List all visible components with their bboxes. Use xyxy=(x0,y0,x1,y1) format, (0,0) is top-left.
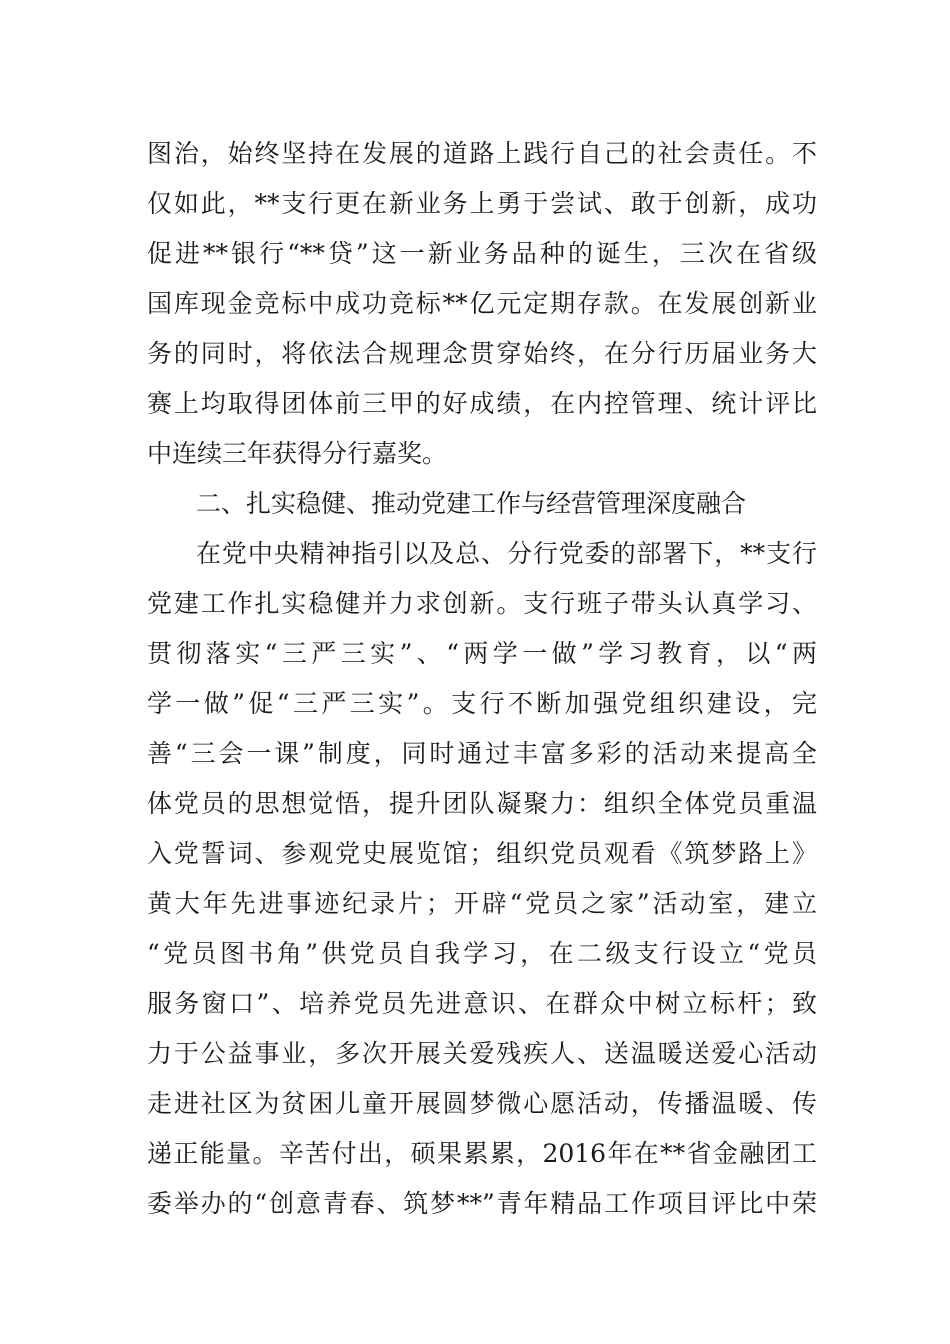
paragraph-line: 入党誓词、参观党史展览馆；组织党员观看《筑梦路上》 xyxy=(147,839,817,868)
paragraph-line: 委举办的“创意青春、筑梦**”青年精品工作项目评比中荣 xyxy=(147,1189,817,1218)
paragraph-line: 力于公益事业，多次开展关爱残疾人、送温暖送爱心活动 xyxy=(147,1039,817,1068)
paragraph-line: 服务窗口”、培养党员先进意识、在群众中树立标杆；致 xyxy=(147,989,817,1018)
paragraph-line: 图治，始终坚持在发展的道路上践行自己的社会责任。不 xyxy=(147,139,817,168)
paragraph-line: 中连续三年获得分行嘉奖。 xyxy=(147,439,448,468)
paragraph-line: 黄大年先进事迹纪录片；开辟“党员之家”活动室，建立 xyxy=(147,889,817,918)
paragraph-line: 赛上均取得团体前三甲的好成绩，在内控管理、统计评比 xyxy=(147,389,817,418)
paragraph-line: 务的同时，将依法合规理念贯穿始终，在分行历届业务大 xyxy=(147,339,817,368)
paragraph-line: 党建工作扎实稳健并力求创新。支行班子带头认真学习、 xyxy=(147,589,817,618)
paragraph-line: 体党员的思想觉悟，提升团队凝聚力：组织全体党员重温 xyxy=(147,789,817,818)
paragraph-line: 贯彻落实“三严三实”、“两学一做”学习教育，以“两 xyxy=(147,639,817,668)
paragraph-line: 仅如此，**支行更在新业务上勇于尝试、敢于创新，成功 xyxy=(147,189,817,218)
paragraph-line: 递正能量。辛苦付出，硕果累累，2016年在**省金融团工 xyxy=(147,1139,817,1168)
paragraph-line: 学一做”促“三严三实”。支行不断加强党组织建设，完 xyxy=(147,689,817,718)
paragraph-line: 国库现金竞标中成功竞标**亿元定期存款。在发展创新业 xyxy=(147,289,817,318)
paragraph-line: 促进**银行“**贷”这一新业务品种的诞生，三次在省级 xyxy=(147,239,817,268)
paragraph-line: 走进社区为贫困儿童开展圆梦微心愿活动，传播温暖、传 xyxy=(147,1089,817,1118)
section-heading: 二、扎实稳健、推动党建工作与经营管理深度融合 xyxy=(196,489,747,518)
paragraph-line: 善“三会一课”制度，同时通过丰富多彩的活动来提高全 xyxy=(147,739,817,768)
paragraph-line: 在党中央精神指引以及总、分行党委的部署下，**支行 xyxy=(196,539,817,568)
paragraph-line: “党员图书角”供党员自我学习，在二级支行设立“党员 xyxy=(147,939,817,968)
